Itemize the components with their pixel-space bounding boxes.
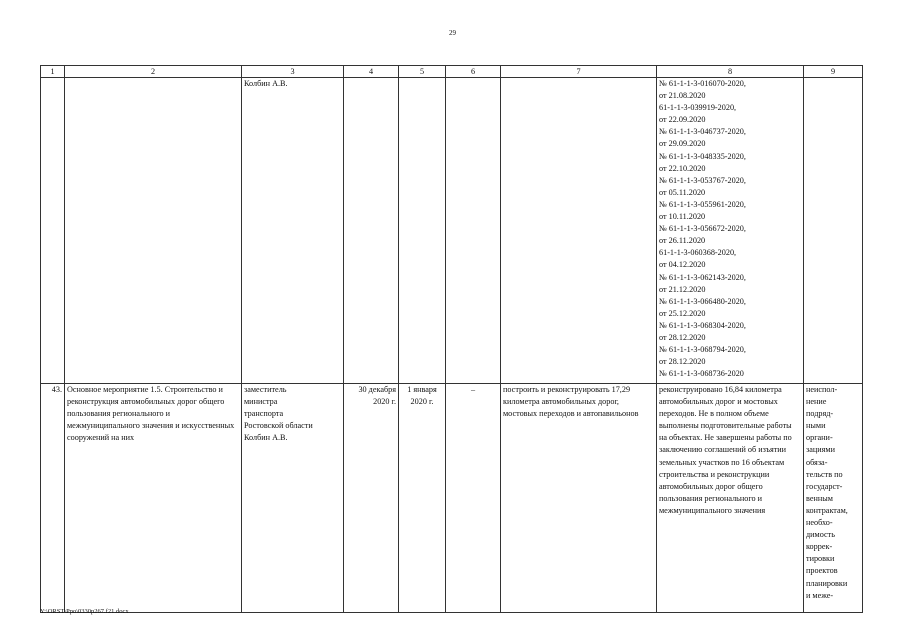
registration-line: № 61-1-1-3-068304-2020,: [659, 320, 746, 330]
registration-line: от 21.08.2020: [659, 91, 706, 101]
cell-actual-end: [446, 78, 501, 384]
problem-line: планировки: [806, 578, 848, 588]
cell-executor: [242, 384, 344, 613]
cell-actual-start: [399, 384, 446, 613]
page-number: 29: [449, 29, 456, 37]
registration-line: № 61-1-1-3-016070-2020,: [659, 79, 746, 88]
problem-line: венным: [806, 493, 833, 503]
column-header: 1: [41, 66, 65, 78]
problem-line: проектов: [806, 566, 838, 576]
cell-actual-result: реконструировано 16,84 километра автомобильных дорог и мостовых переходов. Не в полном объеме выполнены подготовительные работы на объектах. Не завершены работы по заключению соглашений об изъятии земельных участков по 16 объектам строительства и реконструкции автомобильных дорог общего пользования регионального и межмуниципального значения: [657, 384, 804, 613]
executor-line: Колбин А.В.: [244, 433, 288, 443]
plan-end-line: 30 декабря: [358, 385, 396, 394]
problem-line: и меже-: [806, 590, 834, 600]
registration-line: от 28.12.2020: [659, 332, 706, 342]
registration-line: от 22.10.2020: [659, 163, 706, 173]
file-path-footer: Y:\ORST\Ppo\0330p267.f21.docx: [40, 608, 129, 615]
executor-line: министра: [244, 397, 278, 407]
problem-line: нение: [806, 397, 827, 407]
registration-line: № 61-1-1-3-056672-2020,: [659, 224, 746, 234]
problem-line: контрактам,: [806, 505, 848, 515]
actual-start-line: 2020 г.: [410, 397, 434, 407]
registration-line: от 29.09.2020: [659, 139, 706, 149]
plan-end-line: 2020 г.: [373, 397, 396, 407]
problem-line: тировки: [806, 554, 835, 564]
cell-problems: [804, 78, 863, 384]
column-header: 9: [804, 66, 863, 78]
cell-actual-start: [399, 78, 446, 384]
cell-expected-result: построить и реконструировать 17,29 километра автомобильных дорог, мостовых переходов и автопавильонов: [501, 384, 657, 613]
column-header: 3: [242, 66, 344, 78]
cell-plan-end: [344, 78, 399, 384]
problem-line: обяза-: [806, 457, 828, 467]
registration-line: 61-1-1-3-039919-2020,: [659, 103, 737, 113]
registration-line: от 25.12.2020: [659, 308, 706, 318]
cell-measure: Основное мероприятие 1.5. Строительство и реконструкция автомобильных дорог общего пользования регионального и межмуниципального значения и искусственных сооружений на них: [65, 384, 242, 613]
report-table: [40, 65, 863, 613]
column-header: 5: [399, 66, 446, 78]
column-header: 4: [344, 66, 399, 78]
problem-line: государст-: [806, 481, 843, 491]
table-row: [41, 78, 863, 384]
registration-line: от 10.11.2020: [659, 212, 706, 222]
registration-line: от 05.11.2020: [659, 187, 706, 197]
registration-line: № 61-1-1-3-053767-2020,: [659, 175, 746, 185]
registration-line: 61-1-1-3-060368-2020,: [659, 248, 737, 258]
registration-line: № 61-1-1-3-046737-2020,: [659, 127, 746, 137]
cell-num: 43.: [41, 384, 65, 613]
cell-executor: Колбин А.В.: [242, 78, 344, 384]
table-row: [41, 384, 863, 613]
problem-line: ными: [806, 421, 826, 431]
registration-line: № 61-1-1-3-068794-2020,: [659, 345, 746, 355]
registration-line: № 61-1-1-3-048335-2020,: [659, 151, 746, 161]
registration-line: от 28.12.2020: [659, 357, 706, 367]
problem-line: зациями: [806, 445, 835, 455]
registration-line: от 21.12.2020: [659, 284, 706, 294]
problem-line: подряд-: [806, 409, 834, 419]
problem-line: коррек-: [806, 542, 833, 552]
executor-line: заместитель: [244, 385, 287, 394]
registration-line: № 61-1-1-3-062143-2020,: [659, 272, 746, 282]
actual-start-line: 1 января: [407, 385, 437, 394]
registration-line: № 61-1-1-3-068736-2020: [659, 369, 744, 379]
registration-line: от 22.09.2020: [659, 115, 706, 125]
problem-line: необхо-: [806, 518, 833, 528]
cell-num: [41, 78, 65, 384]
cell-registrations: [657, 78, 804, 384]
problem-line: тельств по: [806, 469, 843, 479]
cell-measure: [65, 78, 242, 384]
cell-plan-end: [344, 384, 399, 613]
cell-actual-end: –: [446, 384, 501, 613]
cell-expected-result: [501, 78, 657, 384]
column-header: 7: [501, 66, 657, 78]
column-header: 6: [446, 66, 501, 78]
executor-line: транспорта: [244, 409, 284, 419]
executor-line: Ростовской области: [244, 421, 313, 431]
problem-line: органи-: [806, 433, 833, 443]
registration-line: № 61-1-1-3-055961-2020,: [659, 199, 746, 209]
problem-line: неиспол-: [806, 385, 838, 394]
cell-problems: [804, 384, 863, 613]
registration-line: от 04.12.2020: [659, 260, 706, 270]
column-header: 8: [657, 66, 804, 78]
column-header: 2: [65, 66, 242, 78]
registration-line: № 61-1-1-3-066480-2020,: [659, 296, 746, 306]
registration-line: от 26.11.2020: [659, 236, 706, 246]
column-number-row: [41, 66, 863, 78]
problem-line: димость: [806, 530, 835, 540]
